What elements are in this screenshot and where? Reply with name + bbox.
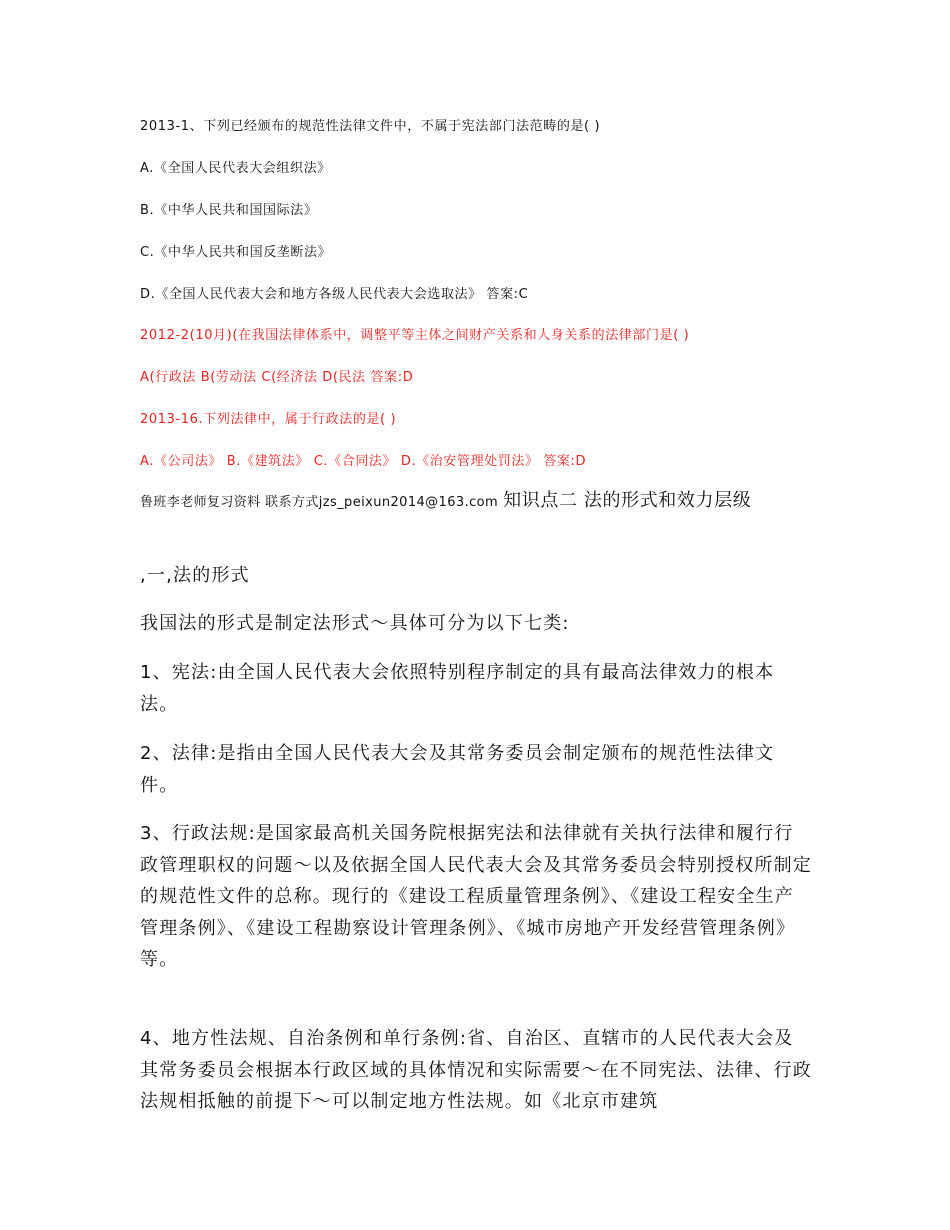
law-form-item-administrative-regulations: 3、行政法规:是国家最高机关国务院根据宪法和法律就有关执行法律和履行行政管理职权的问题～以及依据全国人民代表大会及其常务委员会特别授权所制定的规范性文件的总称。现行的《建设工程质量管理条例》、《建设工程安全生产管理条例》、《建设工程勘察设计管理条例》、《城市房地产开发经营管理条例》等。 [140, 823, 812, 970]
question-1-option-a: A.《全国人民代表大会组织法》 [140, 161, 331, 176]
intro-paragraph: 我国法的形式是制定法形式～具体可分为以下七类: [140, 613, 570, 634]
question-1-option-d-answer: D.《全国人民代表大会和地方各级人民代表大会选取法》 答案:C [140, 287, 529, 302]
law-form-item-constitution: 1、宪法:由全国人民代表大会依照特别程序制定的具有最高法律效力的根本法。 [140, 662, 775, 715]
question-3-title: 2013-16.下列法律中，属于行政法的是( ) [140, 412, 397, 427]
question-1-option-c: C.《中华人民共和国反垄断法》 [140, 245, 332, 260]
contact-info: 鲁班李老师复习资料 联系方式jzs_peixun2014@163.com [140, 495, 499, 510]
law-form-item-law: 2、法律:是指由全国人民代表大会及其常务委员会制定颁布的规范性法律文件。 [140, 743, 775, 796]
law-form-item-local-regulations: 4、地方性法规、自治条例和单行条例:省、自治区、直辖市的人民代表大会及其常务委员会根据本行政区域的具体情况和实际需要～在不同宪法、法律、行政法规相抵触的前提下～可以制定地方性法规。如《北京市建筑 [140, 1028, 812, 1112]
subsection-title: ,一,法的形式 [140, 565, 250, 586]
section-heading-title: 知识点二 法的形式和效力层级 [503, 490, 752, 511]
knowledge-point-heading [140, 488, 812, 516]
question-2-options-answer: A(行政法 B(劳动法 C(经济法 D(民法 答案:D [140, 370, 414, 385]
question-2-title: 2012-2(10月)(在我国法律体系中，调整平等主体之间财产关系和人身关系的法律部门是( ) [140, 328, 690, 343]
question-1-option-b: B.《中华人民共和国国际法》 [140, 203, 318, 218]
question-1-title: 2013-1、下列已经颁布的规范性法律文件中，不属于宪法部门法范畴的是( ) [140, 119, 601, 134]
question-3-options-answer: A.《公司法》 B.《建筑法》 C.《合同法》 D.《治安管理处罚法》 答案:D [140, 454, 587, 469]
